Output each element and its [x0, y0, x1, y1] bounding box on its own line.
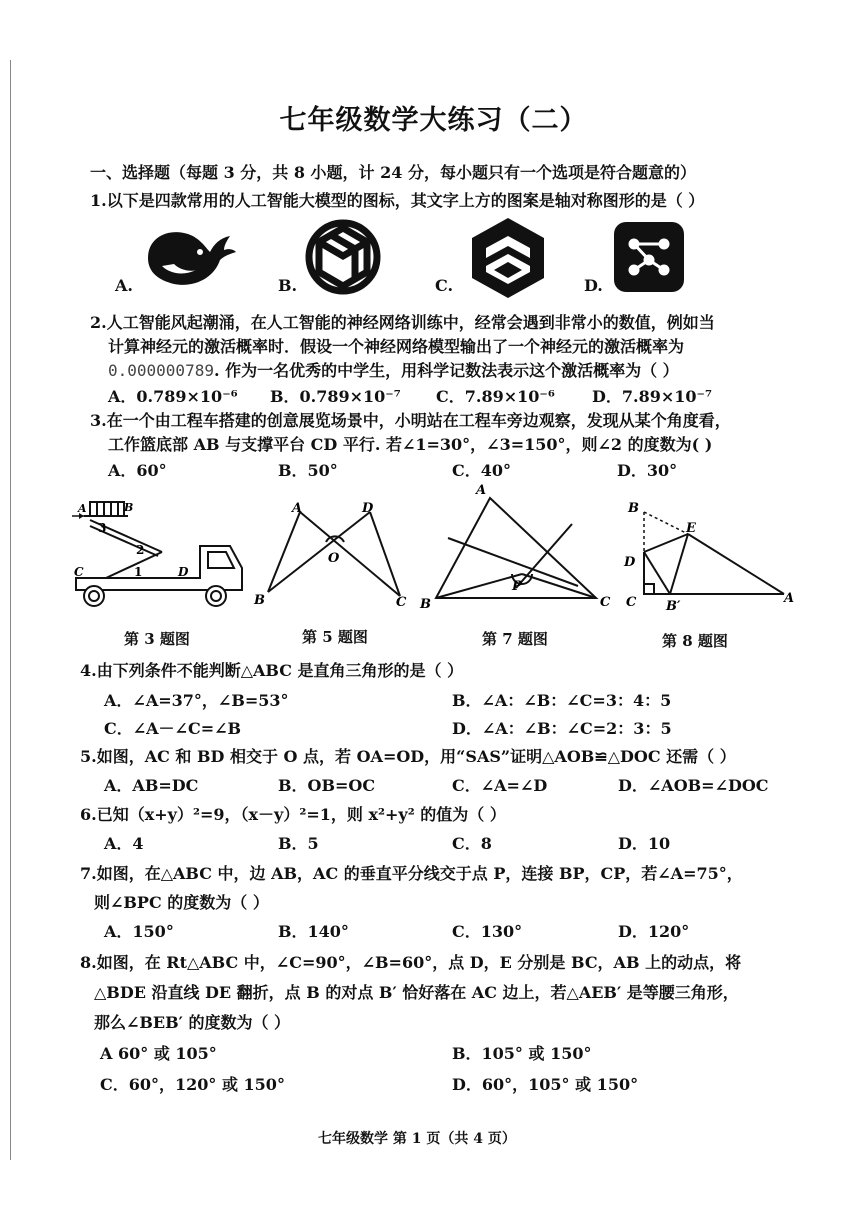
q7-option-b: B．140°: [278, 922, 349, 941]
fig8-label-e: E: [686, 521, 696, 536]
q3-option-b: B．50°: [278, 461, 338, 480]
question-6-stem: 6.已知（x+y）²=9，（x－y）²=1，则 x²+y² 的值为（ ）: [80, 805, 506, 824]
fig3-label-1: 1: [134, 565, 143, 579]
fig3-label-3: 3: [98, 521, 107, 535]
q5-option-d: D．∠AOB=∠DOC: [618, 776, 769, 795]
fig5-label-o: O: [328, 551, 340, 566]
q8-option-b: B．105° 或 150°: [452, 1044, 592, 1063]
fig8-label-b: B: [628, 501, 639, 516]
fig3-label-d: D: [178, 565, 189, 579]
page-title: 七年级数学大练习（二）: [279, 105, 588, 136]
fig3-label-a: A: [78, 502, 87, 515]
fig7-label-b: B: [420, 597, 431, 612]
question-7-line-2: 则∠BPC 的度数为（ ）: [94, 893, 269, 912]
q6-option-d: D．10: [618, 834, 671, 853]
figure-5-bowtie: [248, 498, 418, 610]
question-2-line-2: 计算神经元的激活概率时．假设一个神经网络模型输出了一个神经元的激活概率为: [108, 337, 685, 356]
q2-option-a: A．0.789×10⁻⁶: [108, 387, 238, 406]
knot-logo-icon: [300, 214, 386, 300]
q1-option-a: A.: [115, 276, 133, 295]
whale-logo-icon: [140, 222, 238, 292]
caption-figure-7: 第 7 题图: [482, 630, 548, 648]
fig5-label-b: B: [254, 593, 265, 608]
caption-figure-8: 第 8 题图: [662, 632, 728, 650]
q5-option-c: C．∠A=∠D: [452, 776, 548, 795]
question-8-line-2: △BDE 沿直线 DE 翻折，点 B 的对点 B′ 恰好落在 AC 边上，若△AEB′ 是等腰三角形，: [94, 983, 739, 1002]
network-logo-icon: [612, 220, 686, 294]
question-2-line-3-text: . 作为一名优秀的中学生，用科学记数法表示这个激活概率为（ ）: [213, 361, 679, 380]
fig8-label-a: A: [784, 591, 795, 606]
fig8-label-c: C: [626, 595, 637, 610]
fig8-label-d: D: [624, 555, 636, 570]
figure-3-truck: [70, 496, 250, 616]
fig5-label-c: C: [396, 595, 407, 610]
q1-option-d: D.: [584, 276, 603, 295]
q6-option-a: A．4: [104, 834, 144, 853]
figure-7-triangle: [418, 478, 618, 614]
hexagon-logo-icon: [468, 216, 548, 300]
q4-option-d: D．∠A：∠B：∠C=2：3：5: [452, 719, 672, 738]
q3-option-c: C．40°: [452, 461, 512, 480]
q4-option-c: C．∠A－∠C=∠B: [104, 719, 242, 738]
q4-option-a: A．∠A=37°，∠B=53°: [104, 691, 289, 710]
question-2-line-3: [108, 358, 679, 381]
fig7-label-p: P: [512, 579, 522, 594]
question-4-stem: 4.由下列条件不能判断△ABC 是直角三角形的是（ ）: [80, 661, 464, 680]
q7-option-c: C．130°: [452, 922, 523, 941]
q1-option-c: C.: [435, 276, 454, 295]
q8-option-a: A 60° 或 105°: [100, 1044, 217, 1063]
q1-option-b: B.: [278, 276, 298, 295]
page-footer: 七年级数学 第 1 页（共 4 页）: [318, 1131, 516, 1147]
question-8-line-1: 8.如图，在 Rt△ABC 中，∠C=90°，∠B=60°，点 D，E 分别是 BC，AB 上的动点，将: [80, 953, 742, 972]
q3-option-a: A．60°: [108, 461, 167, 480]
q6-option-b: B．5: [278, 834, 319, 853]
question-3-line-2: 工作篮底部 AB 与支撑平台 CD 平行. 若∠1=30°，∠3=150°，则∠2 的度数为( ): [108, 435, 713, 454]
fig7-label-a: A: [476, 483, 487, 498]
caption-figure-5: 第 5 题图: [302, 628, 368, 646]
q7-option-d: D．120°: [618, 922, 690, 941]
q5-option-b: B．OB=OC: [278, 776, 376, 795]
question-7-line-1: 7.如图，在△ABC 中，边 AB，AC 的垂直平分线交于点 P，连接 BP，CP，若∠A=75°，: [80, 864, 743, 883]
q2-option-d: D．7.89×10⁻⁷: [592, 387, 712, 406]
q7-option-a: A．150°: [104, 922, 174, 941]
fig3-label-b: B: [124, 501, 134, 514]
question-3-line-1: 3.在一个由工程车搭建的创意展览场景中，小明站在工程车旁边观察，发现从某个角度看，: [90, 411, 731, 430]
question-5-stem: 5.如图，AC 和 BD 相交于 O 点，若 OA=OD，用“SAS”证明△AOB≌△DOC 还需（ ）: [80, 747, 736, 766]
q8-option-c: C．60°，120° 或 150°: [100, 1075, 285, 1094]
q2-option-b: B．0.789×10⁻⁷: [270, 387, 401, 406]
fig5-label-d: D: [362, 501, 374, 516]
page-edge-line: [10, 60, 11, 1160]
question-2-line-1: 2.人工智能风起潮涌，在人工智能的神经网络训练中，经常会遇到非常小的数值，例如当: [90, 313, 715, 332]
section-heading: 一、选择题（每题 3 分，共 8 小题，计 24 分，每小题只有一个选项是符合题意的）: [90, 163, 696, 182]
fig7-label-c: C: [600, 595, 611, 610]
q2-option-c: C．7.89×10⁻⁶: [436, 387, 555, 406]
caption-figure-3: 第 3 题图: [124, 630, 190, 648]
fig3-label-c: C: [74, 565, 84, 579]
question-8-line-3: 那么∠BEB′ 的度数为（ ）: [94, 1013, 291, 1032]
fig5-label-a: A: [292, 501, 303, 516]
q5-option-a: A．AB=DC: [104, 776, 199, 795]
fig3-label-2: 2: [136, 543, 145, 557]
q3-option-d: D．30°: [617, 461, 678, 480]
figure-8-right-triangle: [620, 494, 800, 614]
question-1-stem: 1.以下是四款常用的人工智能大模型的图标，其文字上方的图案是轴对称图形的是（ ）: [90, 191, 705, 210]
fig8-label-b-prime: B′: [666, 599, 681, 614]
q6-option-c: C．8: [452, 834, 492, 853]
probability-number: 0.000000789: [108, 361, 214, 380]
q8-option-d: D．60°，105° 或 150°: [452, 1075, 639, 1094]
q4-option-b: B．∠A：∠B：∠C=3：4：5: [452, 691, 672, 710]
